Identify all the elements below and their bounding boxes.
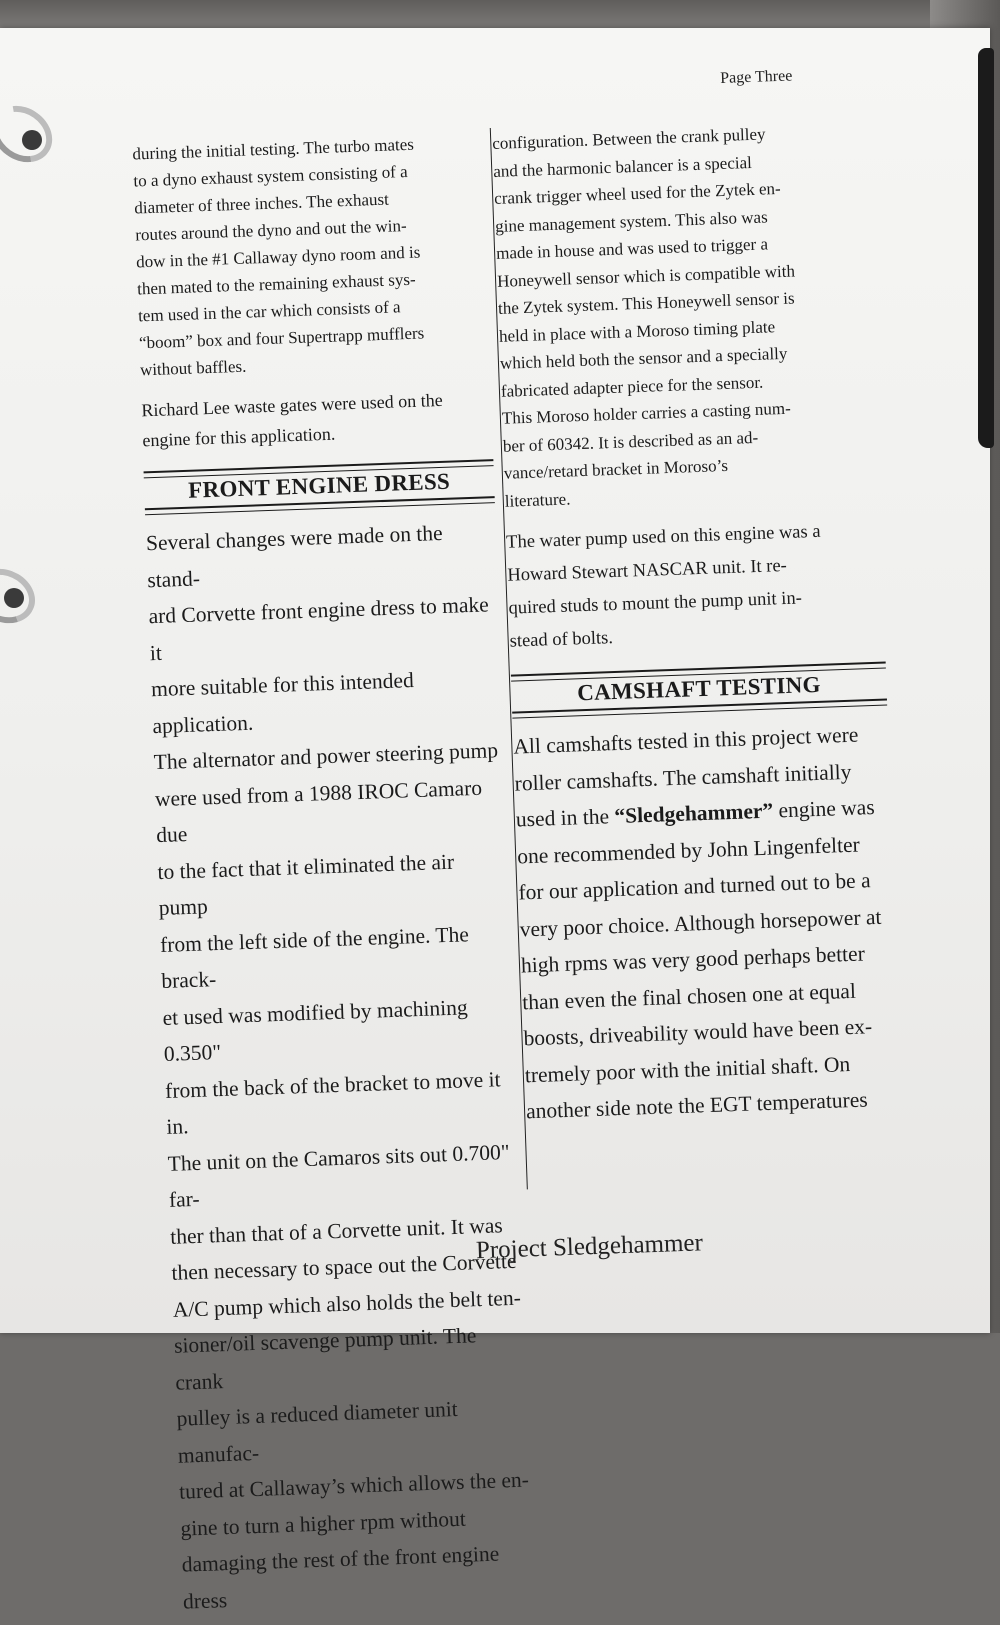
text-line: which held both the sensor and a specially (499, 343, 788, 373)
left-column (132, 128, 533, 1619)
text-line: Howard Stewart NASCAR unit. It re- (507, 555, 788, 586)
emphasized-text: “Sledgehammer” (613, 798, 774, 829)
text-run: engine was (772, 795, 876, 823)
text-line: to the fact that it eliminated the air pump (157, 849, 455, 921)
text-line: The unit on the Camaros sits out 0.700" far- (167, 1139, 510, 1212)
text-line: boosts, driveability would have been ex- (523, 1014, 873, 1051)
text-line: configuration. Between the crank pulley (491, 124, 766, 153)
text-line: quired studs to mount the pump unit in- (508, 588, 803, 619)
paragraph (492, 117, 880, 515)
text-line: stead of bolts. (509, 628, 614, 652)
text-line: crank trigger wheel used for the Zytek en- (493, 178, 781, 208)
text-line: routes around the dyno and out the win- (134, 216, 407, 245)
text-line: Several changes were made on the stand- (145, 520, 443, 592)
text-line: The water pump used on this engine was a (505, 521, 821, 553)
text-line: tremely poor with the initial shaft. On (524, 1051, 851, 1087)
section-heading: CAMSHAFT TESTING (511, 662, 887, 715)
text-line: dow in the #1 Callaway dyno room and is (135, 242, 421, 272)
text-line: roller camshafts. The camshaft initially (514, 759, 852, 796)
paragraph (141, 383, 493, 455)
text-line: vance/retard bracket in Moroso’s (503, 455, 729, 483)
text-line: for our application and turned out to be a (518, 868, 871, 905)
text-line: gine management system. This also was (494, 206, 768, 236)
text-line: more suitable for this intended application. (150, 668, 415, 738)
text-line: from the back of the bracket to move it in. (164, 1066, 501, 1139)
paragraph (132, 128, 490, 383)
text-line: high rpms was very good perhaps better (520, 941, 866, 978)
text-line: pulley is a reduced diameter unit manufac- (176, 1396, 459, 1468)
text-line: than even the final chosen one at equal (521, 978, 857, 1014)
page-number: Page Three (719, 67, 793, 87)
text-line: tem used in the car which consists of a (137, 297, 401, 326)
text-line: made in house and was used to trigger a (495, 234, 769, 263)
right-column (492, 117, 902, 1130)
text-line: very poor choice. Although horsepower at (519, 904, 882, 941)
text-line: and the harmonic balancer is a special (492, 152, 753, 181)
text-line: tured at Callaway’s which allows the en- (178, 1467, 530, 1504)
footer-title: Project Sledgehammer (475, 1229, 704, 1265)
paragraph (506, 514, 885, 659)
text-line: A/C pump which also holds the belt ten- (172, 1285, 522, 1322)
text-line: held in place with a Moroso timing plate (498, 316, 776, 346)
text-line: the Zytek system. This Honeywell sensor is (497, 288, 795, 318)
text-line: Richard Lee waste gates were used on the (141, 389, 443, 421)
text-line: Honeywell sensor which is compatible with (496, 260, 796, 291)
text-line: damaging the rest of the front engine dress (181, 1541, 500, 1614)
text-line: literature. (504, 488, 571, 511)
text-line: during the initial testing. The turbo mates (132, 134, 415, 164)
paragraph (145, 513, 533, 1620)
text-line: without baffles. (139, 356, 247, 380)
text-line: ther than that of a Corvette unit. It was (169, 1212, 504, 1249)
text-line: The alternator and power steering pump (153, 738, 499, 775)
text-line: ber of 60342. It is described as an ad- (502, 427, 759, 456)
text-line: ard Corvette front engine dress to make it (148, 592, 490, 665)
text-line: “boom” box and four Supertrapp mufflers (138, 323, 425, 353)
text-line: diameter of three inches. The exhaust (134, 189, 390, 218)
text-line: sioner/oil scavenge pump unit. The crank (173, 1323, 477, 1395)
text-line: All camshafts tested in this project were (512, 722, 859, 759)
text-line: then necessary to space out the Corvette (171, 1248, 517, 1285)
text-run: used in the (515, 804, 615, 832)
text-line: et used was modified by machining 0.350" (162, 994, 468, 1066)
text-line: from the left side of the engine. The brack- (159, 921, 470, 994)
text-line: another side note the EGT temperatures (525, 1087, 869, 1124)
text-line: to a dyno exhaust system consisting of a (133, 161, 408, 191)
text-line: gine to turn a higher rpm without (180, 1506, 467, 1541)
text-line: one recommended by John Lingenfelter (516, 832, 861, 869)
text-line: were used from a 1988 IROC Camaro due (154, 775, 483, 848)
text-line: then mated to the remaining exhaust sys- (136, 269, 416, 299)
section-heading: FRONT ENGINE DRESS (144, 459, 495, 511)
text-line: fabricated adapter piece for the sensor. (500, 372, 764, 401)
paragraph (513, 716, 902, 1130)
text-line: engine for this application. (142, 423, 336, 451)
text-line: This Moroso holder carries a casting num- (501, 398, 792, 428)
